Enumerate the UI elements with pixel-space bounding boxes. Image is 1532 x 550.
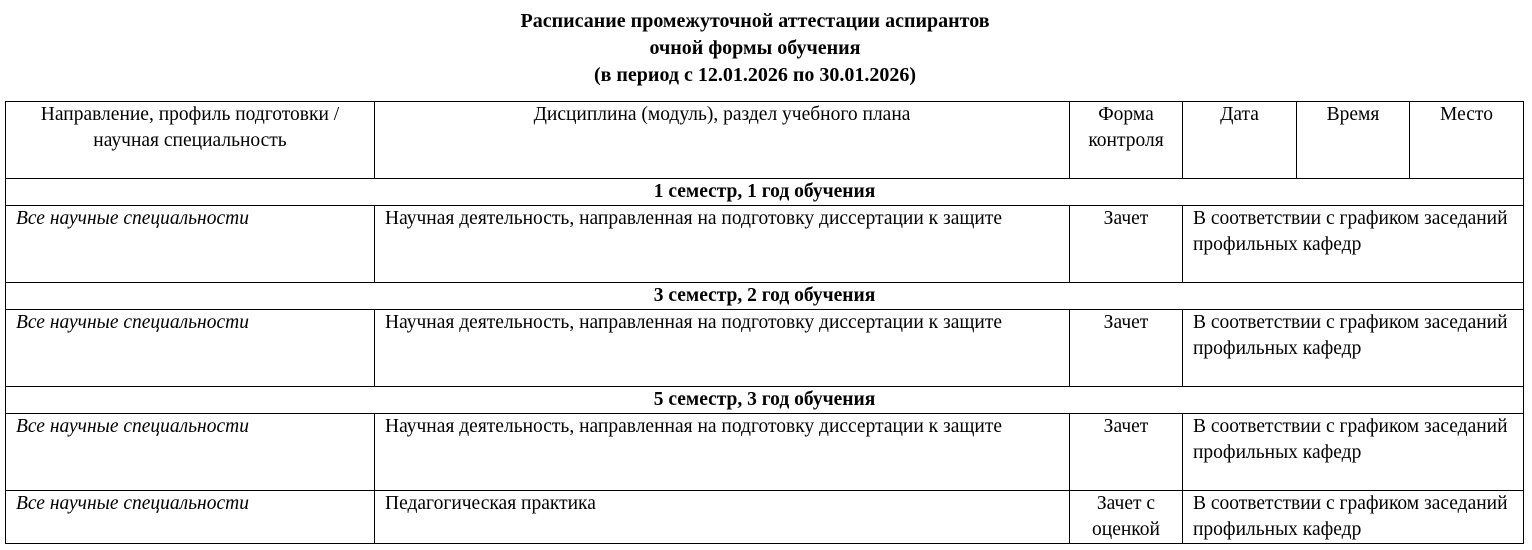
schedule-note-cell: В соответствии с графиком заседаний профильных кафедр xyxy=(1183,310,1524,387)
title-line-3: (в период с 12.01.2026 по 30.01.2026) xyxy=(593,64,917,86)
discipline-cell: Научная деятельность, направленная на подготовку диссертации к защите xyxy=(375,206,1070,283)
schedule-note-cell: В соответствии с графиком заседаний профильных кафедр xyxy=(1183,414,1524,491)
section-row xyxy=(6,387,1524,414)
form-cell: Зачет xyxy=(1070,310,1183,387)
title-line-2: очной формы обучения xyxy=(649,37,861,59)
header-place: Место xyxy=(1410,102,1524,179)
discipline-cell: Педагогическая практика xyxy=(375,491,1070,544)
title-line-1: Расписание промежуточной аттестации аспирантов xyxy=(520,10,990,32)
discipline-cell: Научная деятельность, направленная на подготовку диссертации к защите xyxy=(375,310,1070,387)
section-label: 1 семестр, 1 год обучения xyxy=(6,179,1524,206)
section-label: 3 семестр, 2 год обучения xyxy=(6,283,1524,310)
schedule-note-cell: В соответствии с графиком заседаний профильных кафедр xyxy=(1183,206,1524,283)
header-form: Форма контроля xyxy=(1070,102,1183,179)
table-row xyxy=(6,206,1524,283)
header-direction: Направление, профиль подготовки / научная специальность xyxy=(6,102,375,179)
section-row xyxy=(6,283,1524,310)
form-cell: Зачет xyxy=(1070,206,1183,283)
direction-cell: Все научные специальности xyxy=(6,491,375,544)
discipline-cell: Научная деятельность, направленная на подготовку диссертации к защите xyxy=(375,414,1070,491)
table-row xyxy=(6,491,1524,544)
header-time: Время xyxy=(1297,102,1410,179)
section-row xyxy=(6,179,1524,206)
table-row xyxy=(6,414,1524,491)
schedule-table xyxy=(5,101,1524,544)
section-label: 5 семестр, 3 год обучения xyxy=(6,387,1524,414)
document-title xyxy=(0,8,1510,89)
direction-cell: Все научные специальности xyxy=(6,310,375,387)
direction-cell: Все научные специальности xyxy=(6,206,375,283)
header-date: Дата xyxy=(1183,102,1297,179)
table-header-row xyxy=(6,102,1524,179)
schedule-note-cell: В соответствии с графиком заседаний профильных кафедр xyxy=(1183,491,1524,544)
header-discipline: Дисциплина (модуль), раздел учебного плана xyxy=(375,102,1070,179)
table-row xyxy=(6,310,1524,387)
form-cell: Зачет xyxy=(1070,414,1183,491)
form-cell: Зачет с оценкой xyxy=(1070,491,1183,544)
direction-cell: Все научные специальности xyxy=(6,414,375,491)
